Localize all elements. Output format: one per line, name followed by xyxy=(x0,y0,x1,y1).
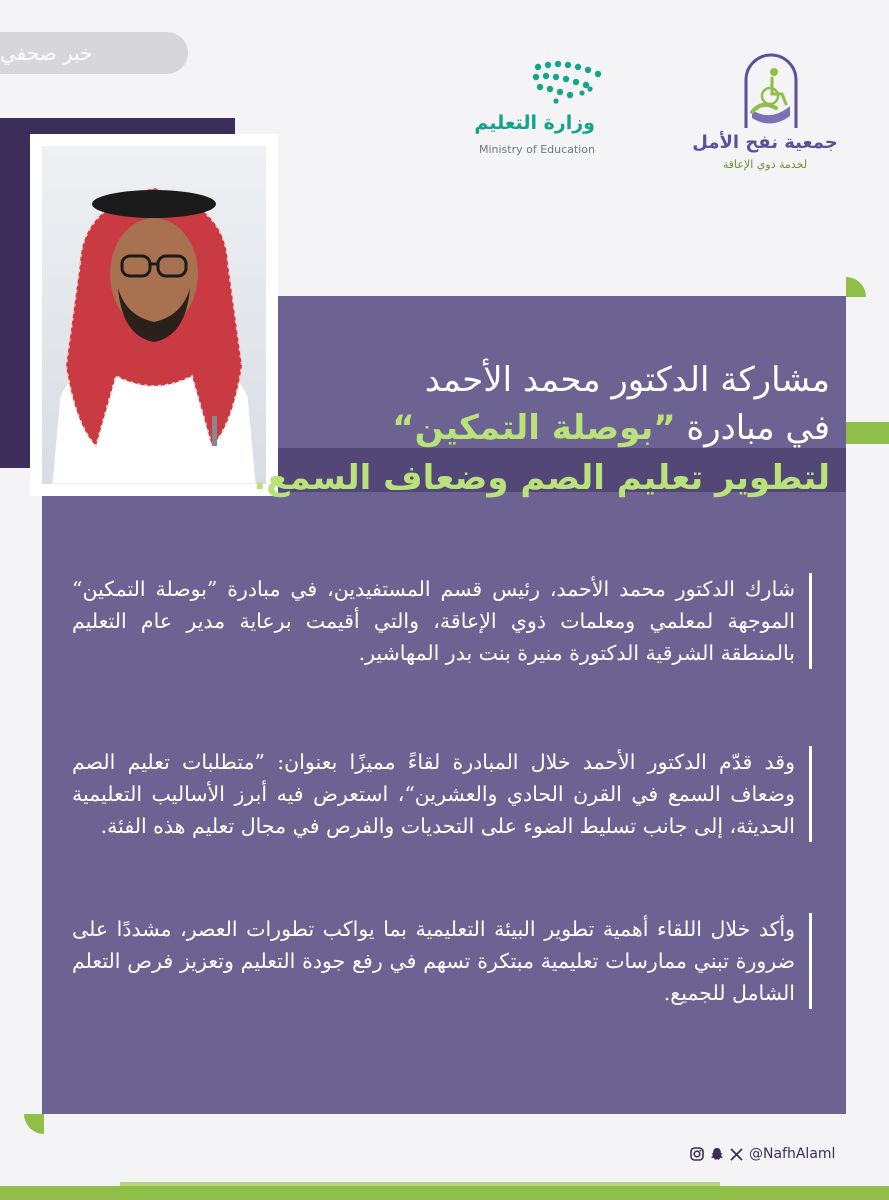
moe-name-arabic: وزارة التعليم xyxy=(474,112,595,134)
body-paragraph-3: وأكد خلال اللقاء أهمية تطوير البيئة التعليمية بما يواكب تطورات العصر، مشددًا على ضرورة تبني ممارسات تعليمية مبتكرة تسهم في رفع جودة التعليم وتعزيز فرص التعلم الشامل للجميع. xyxy=(72,913,812,1009)
headline-initiative-name: ”بوصلة التمكين“ xyxy=(392,408,676,448)
body-paragraph-2: وقد قدّم الدكتور الأحمد خلال المبادرة لقاءً مميزًا بعنوان: ”متطلبات تعليم الصم وضعاف السمع في القرن الحادي والعشرين“، استعرض فيه أبرز الأساليب التعليمية الحديثة، إلى جانب تسليط الضوء على التحديات والفرص في مجال تعليم هذه الفئة. xyxy=(72,746,812,842)
nafh-name-arabic: جمعية نفح الأمل xyxy=(692,132,838,153)
decorative-green-tab xyxy=(846,422,889,444)
social-handle xyxy=(690,1146,850,1162)
headline-line-2-prefix: في مبادرة xyxy=(686,408,830,448)
headline-line-3: لتطوير تعليم الصم وضعاف السمع. xyxy=(253,458,830,498)
headline-line-1: مشاركة الدكتور محمد الأحمد xyxy=(424,360,830,400)
decorative-bottom-bar xyxy=(0,1186,889,1200)
social-handle-text: @NafhAlaml xyxy=(749,1146,836,1162)
headline-line-2 xyxy=(60,408,830,448)
instagram-icon xyxy=(690,1147,704,1161)
news-tag-label: خبر صحفي xyxy=(0,41,93,65)
moe-name-english: Ministry of Education xyxy=(478,143,595,156)
body-paragraph-1: شارك الدكتور محمد الأحمد، رئيس قسم المستفيدين، في مبادرة ”بوصلة التمكين“ الموجهة لمعلمي ومعلمات ذوي الإعاقة، والتي أقيمت برعاية مدير عام التعليم بالمنطقة الشرقية الدكتورة منيرة بنت بدر المهاشير. xyxy=(72,573,812,669)
nafh-alamal-emblem-icon xyxy=(738,50,804,132)
x-icon xyxy=(730,1148,743,1161)
nafh-subtitle-arabic: لخدمة ذوي الإعاقة xyxy=(722,158,808,171)
snapchat-icon xyxy=(710,1147,724,1161)
news-tag xyxy=(0,32,188,74)
